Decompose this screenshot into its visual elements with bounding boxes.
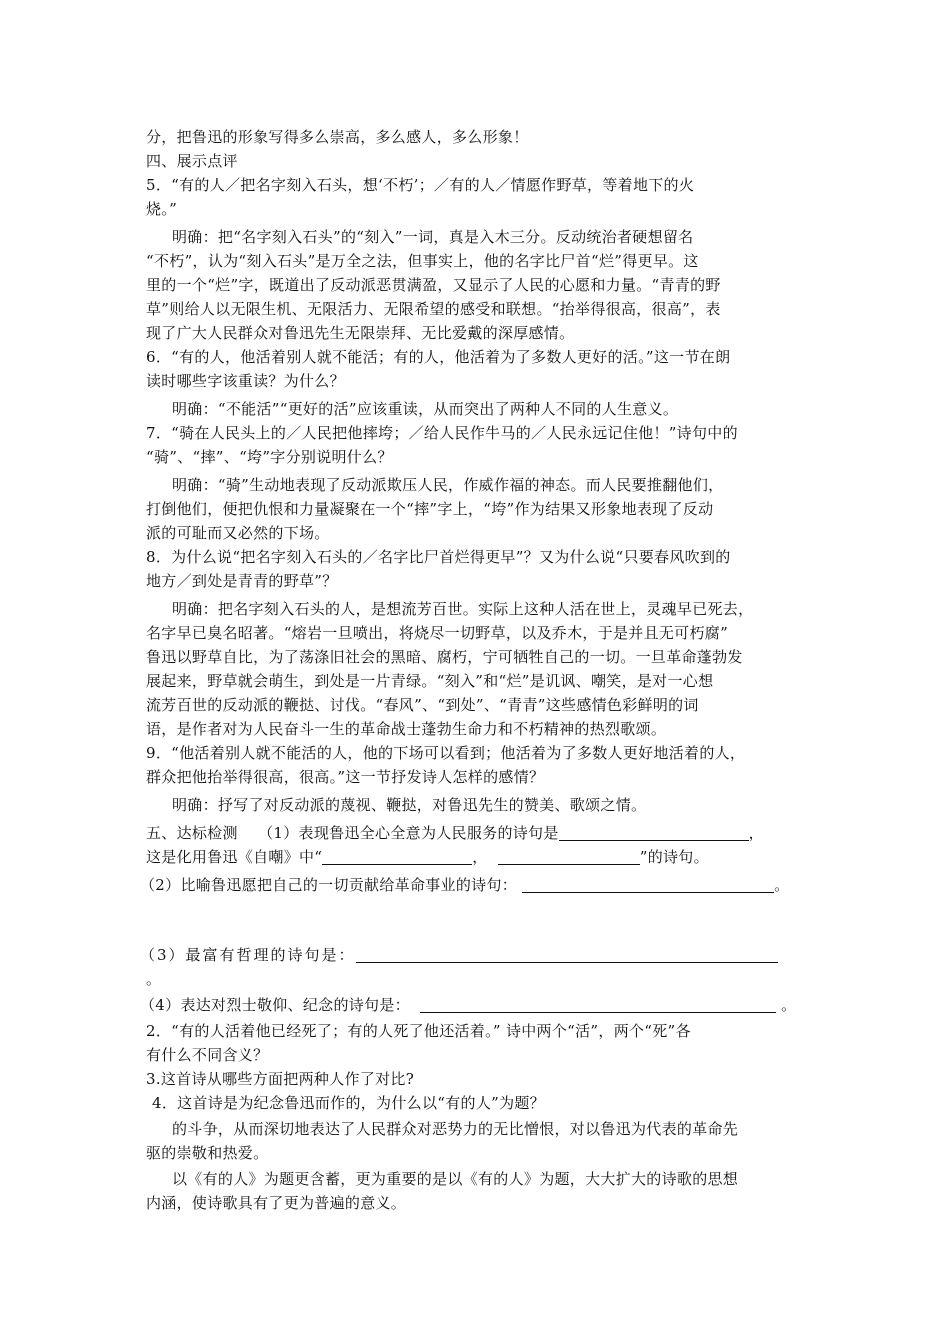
answer-blank[interactable] [420, 996, 776, 1013]
answer-blank[interactable] [498, 848, 640, 865]
answer-blank[interactable] [522, 876, 774, 893]
question-9: 9．“他活着别人就不能活的人，他的下场可以看到；他活着为了多数人更好地活着的人， [146, 744, 746, 762]
punctuation: ”的诗句。 [639, 848, 709, 866]
answer-blank[interactable] [559, 824, 749, 841]
text-line: 派的可耻而又必然的下场。 [146, 524, 330, 542]
exercise-q1-prompt: （1）表现鲁迅全心全意为人民服务的诗句是 [258, 824, 559, 842]
question-4: 4．这首诗是为纪念鲁迅而作的，为什么以“有的人”为题？ [152, 1094, 545, 1112]
text-line: 流芳百世的反动派的鞭挞、讨伐。“春风”、“到处”、“青青”这些感情色彩鲜明的词 [146, 696, 699, 714]
text-line: 现了广大人民群众对鲁迅先生无限崇拜、无比爱戴的深厚感情。 [146, 324, 575, 342]
punctuation: 。 [781, 996, 797, 1014]
section-heading: 四、展示点评 [146, 152, 238, 170]
question-5: 5．“有的人／把名字刻入石头，想‘不朽’；／有的人／情愿作野草，等着地下的火 [146, 176, 695, 194]
text-line: 分，把鲁迅的形象写得多么崇高，多么感人，多么形象！ [146, 128, 529, 146]
answer-8: 明确：把名字刻入石头的人，是想流芳百世。实际上这种人活在世上，灵魂早已死去， [172, 600, 754, 618]
question-2: 2．“有的人活着他已经死了；有的人死了他还活着。” 诗中两个“活”，两个“死”各 [146, 1022, 691, 1040]
answer-9: 明确：抒写了对反动派的蔑视、鞭挞，对鲁迅先生的赞美、歌颂之情。 [172, 796, 647, 814]
text-line: “不朽”，认为“刻入石头”是万全之法，但事实上，他的名字比尸首“烂”得更早。这 [146, 252, 699, 270]
question-3: 3.这首诗从哪些方面把两种人作了对比? [146, 1070, 415, 1088]
punctuation: ， [748, 824, 764, 842]
text-line: 里的一个“烂”字，既道出了反动派恶贯满盈，又显示了人民的心愿和力量。“青青的野 [146, 276, 721, 294]
question-8: 8．为什么说“把名字刻入石头的／名字比尸首烂得更早”？又为什么说“只要春风吹到的 [146, 548, 731, 566]
punctuation: 。 [774, 876, 790, 894]
text-line: 以《有的人》为题更含蓄，更为重要的是以《有的人》为题，大大扩大的诗歌的思想 [172, 1170, 739, 1188]
exercise-q1b-prompt: 这是化用鲁迅《自嘲》中“ [146, 848, 323, 866]
text-line: 地方／到处是青青的野草”？ [146, 572, 338, 590]
text-line: 草”则给人以无限生机、无限活力、无限希望的感受和联想。“抬举得很高，很高”，表 [146, 300, 721, 318]
punctuation: ， [472, 848, 488, 866]
exercise-q2-prompt: （2）比喻鲁迅愿把自己的一切贡献给革命事业的诗句： [140, 876, 518, 894]
answer-blank[interactable] [322, 848, 472, 865]
answer-7: 明确：“骑”生动地表现了反动派欺压人民，作威作福的神态。而人民要推翻他们， [172, 476, 724, 494]
answer-6: 明确：“不能活”“更好的活”应该重读，从而突出了两种人不同的人生意义。 [172, 400, 679, 418]
punctuation: 。 [146, 970, 162, 988]
section-heading: 五、达标检测 [146, 824, 238, 842]
answer-blank[interactable] [356, 946, 778, 963]
text-line: 驱的崇敬和热爱。 [146, 1144, 269, 1162]
text-line: 群众把他抬举得很高，很高。”这一节抒发诗人怎样的感情？ [146, 768, 545, 786]
exercise-q1-line [146, 822, 764, 844]
exercise-q3-prompt: （3）最富有哲理的诗句是： [140, 946, 356, 964]
exercise-q3-line [140, 944, 778, 966]
text-line: 名字早已臭名昭著。“熔岩一旦喷出，将烧尽一切野草，以及乔木，于是并且无可朽腐” [146, 624, 729, 642]
text-line: 语，是作者对为人民奋斗一生的革命战士蓬勃生命力和不朽精神的热烈歌颂。 [146, 720, 667, 738]
text-line: 展起来，野草就会萌生，到处是一片青绿。“刻入”和“烂”是讥讽、嘲笑，是对一心想 [146, 672, 714, 690]
text-line: 鲁迅以野草自比，为了荡涤旧社会的黑暗、腐朽，宁可牺牲自己的一切。一旦革命蓬勃发 [146, 648, 743, 666]
exercise-q2-line [140, 874, 789, 896]
text-line: 烧。” [146, 200, 178, 218]
text-line: 有什么不同含义？ [146, 1046, 269, 1064]
text-line: 的斗争，从而深切地表达了人民群众对恶势力的无比憎恨，对以鲁迅为代表的革命先 [172, 1120, 739, 1138]
text-line: “骑”、“摔”、“垮”字分别说明什么？ [146, 448, 393, 466]
text-line: 打倒他们，便把仇恨和力量凝聚在一个“摔”字上，“垮”作为结果又形象地表现了反动 [146, 500, 714, 518]
text-line: 读时哪些字该重读？为什么？ [146, 372, 345, 390]
answer-5: 明确：把“名字刻入石头”的“刻入”一词，真是入木三分。反动统治者硬想留名 [172, 228, 694, 246]
text-line: 内涵，使诗歌具有了更为普遍的意义。 [146, 1194, 407, 1212]
exercise-q4-prompt: （4）表达对烈士敬仰、纪念的诗句是： [140, 996, 410, 1014]
exercise-q1b-line [146, 846, 709, 868]
question-7: 7．“骑在人民头上的／人民把他摔垮；／给人民作牛马的／人民永远记住他！”诗句中的 [146, 424, 738, 442]
question-6: 6．“有的人，他活着别人就不能活；有的人，他活着为了多数人更好的活。”这一节在朗 [146, 348, 731, 366]
exercise-q4-line [140, 994, 796, 1016]
